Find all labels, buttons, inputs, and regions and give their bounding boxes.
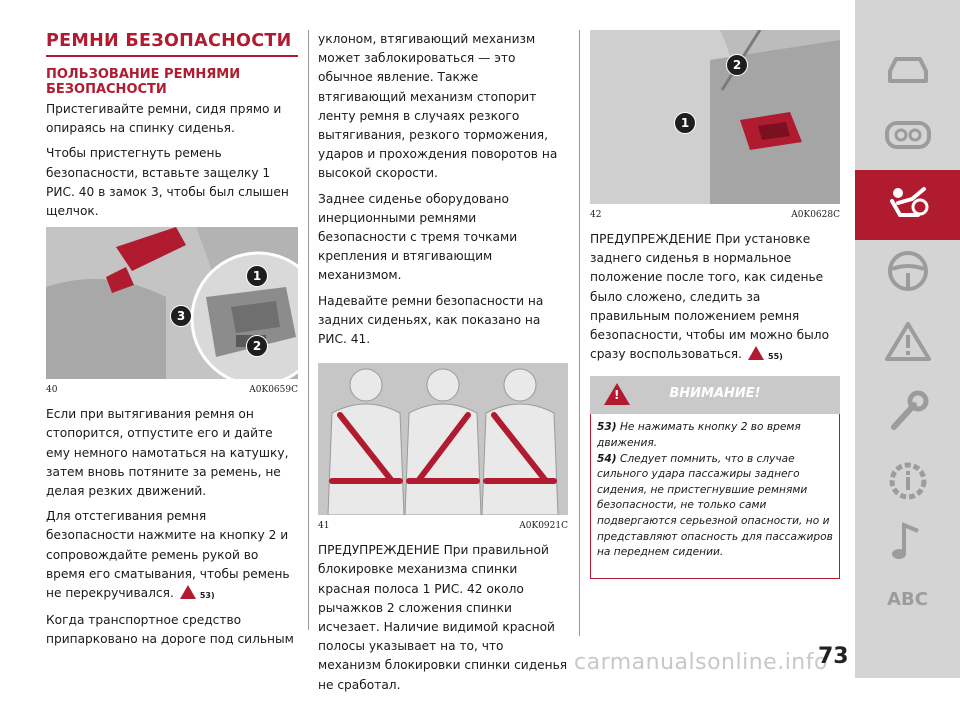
paragraph-with-ref: Для отстегивания ремня безопасности нажмите на кнопку 2 и сопровождайте ремень рукой во время его сматывания, чтобы ремень не перекручивался. 53) xyxy=(46,509,290,601)
figure-42-seat-lock xyxy=(590,30,840,204)
watermark: carmanualsonline.info xyxy=(574,650,828,675)
column-divider xyxy=(579,30,580,636)
callout-1: 1 xyxy=(246,265,268,287)
note-item: 53) Не нажимать кнопку 2 во время движения. xyxy=(597,421,801,450)
paragraph: Пристегивайте ремни, сидя прямо и опираясь на спинку сиденья. xyxy=(46,102,282,136)
figure-41-rear-seats xyxy=(318,363,568,515)
note-reference[interactable]: 55) xyxy=(768,352,783,362)
wrench-icon xyxy=(886,389,930,433)
airbag-seat-icon xyxy=(884,185,932,225)
seat-lock-illustration xyxy=(590,30,840,204)
column-right xyxy=(590,30,840,579)
sidebar-item-dashboard[interactable] xyxy=(855,100,960,170)
warning-title: ВНИМАНИЕ! xyxy=(669,386,761,402)
figure-caption xyxy=(46,385,298,395)
warning-box-header xyxy=(590,376,840,414)
sidebar-item-car[interactable] xyxy=(855,34,960,104)
column-middle xyxy=(318,30,568,701)
warning-triangle-icon: ! xyxy=(604,383,630,405)
page-number: 73 xyxy=(818,644,849,669)
paragraph: уклоном, втягивающий механизм может заблокироваться — это обычное явление. Также втягивающий механизм стопорит ленту ремня в случаях резкого вытягивания, резкого торможения, ударов и прохождения поворотов на высокой скорости. xyxy=(318,32,558,181)
subsection-title: ПОЛЬЗОВАНИЕ РЕМНЯМИ БЕЗОПАСНОСТИ xyxy=(46,67,241,97)
sidebar-item-maintenance[interactable] xyxy=(855,376,960,446)
note-number: 54) xyxy=(597,452,617,465)
music-note-icon xyxy=(888,519,928,563)
column-left xyxy=(46,30,298,656)
callout-1: 1 xyxy=(674,112,696,134)
paragraph-with-ref: ПРЕДУПРЕЖДЕНИЕ При установке заднего сиденья в нормальное положение после того, как сиденье было сложено, следить за правильным положением ремня безопасности, чтобы им можно было сразу воспользоваться. 55) xyxy=(590,232,830,362)
warning-triangle-icon xyxy=(885,321,931,361)
rear-seat-belts-illustration xyxy=(318,363,568,515)
note-reference[interactable]: 53) xyxy=(199,591,215,601)
paragraph: Надевайте ремни безопасности на задних сиденьях, как показано на РИС. 41. xyxy=(318,293,544,347)
callout-2: 2 xyxy=(726,54,748,76)
figure-40-buckle xyxy=(46,227,298,379)
sidebar-item-driving[interactable] xyxy=(855,236,960,306)
paragraph: Когда транспортное средство припарковано на дороге под сильным xyxy=(46,613,294,647)
paragraph: Заднее сиденье оборудовано инерционными ремнями безопасности с тремя точками крепления и втягивающим механизмом. xyxy=(318,191,518,283)
figure-number: 42 xyxy=(590,210,602,220)
figure-number: 41 xyxy=(318,521,330,532)
paragraph: Чтобы пристегнуть ремень безопасности, вставьте защелку 1 РИС. 40 в замок 3, чтобы был слышен щелчок. xyxy=(46,146,289,219)
sidebar-item-emergency[interactable] xyxy=(855,306,960,376)
figure-code: A0K0921C xyxy=(519,521,568,532)
paragraph-warning: ПРЕДУПРЕЖДЕНИЕ При правильной блокировке механизма спинки красная полоса 1 РИС. 42 около рычажков 2 сложения спинки исчезает. Наличие видимой красной полосы указывает на то, что механизм блокировки спинки сиденья не сработал. xyxy=(318,543,568,692)
figure-caption xyxy=(318,521,568,531)
index-label: ABC xyxy=(887,588,928,610)
warning-icon xyxy=(180,585,196,599)
figure-code: A0K0628C xyxy=(791,210,840,220)
note-number: 53) xyxy=(597,421,617,434)
sidebar-item-safety[interactable] xyxy=(855,170,960,240)
callout-2: 2 xyxy=(246,335,268,357)
steering-wheel-icon xyxy=(886,249,930,293)
figure-code: A0K0659C xyxy=(249,385,298,396)
dashboard-gauges-icon xyxy=(884,120,932,150)
section-title: РЕМНИ БЕЗОПАСНОСТИ xyxy=(46,30,298,57)
figure-caption xyxy=(590,210,840,220)
callout-3: 3 xyxy=(170,305,192,327)
column-divider xyxy=(308,30,309,630)
car-icon xyxy=(884,53,932,85)
chapter-sidebar xyxy=(855,0,960,678)
warning-notes xyxy=(590,414,840,579)
sidebar-item-index[interactable] xyxy=(855,564,960,634)
paragraph: Если при вытягивания ремня он стопорится, отпустите его и дайте ему немного намотаться на катушку, затем вновь потяните за ремень, не делая резких движений. xyxy=(46,407,289,499)
figure-number: 40 xyxy=(46,385,58,396)
gear-info-icon xyxy=(886,459,930,503)
note-item: 54) Следует помнить, что в случае сильного удара пассажиры заднего сидения, не пристегнувшие ремнями безопасности, не только сами подвергаются серьезной опасности, но и представляют опасность для пассажиров на переднем сидении. xyxy=(597,452,833,559)
warning-icon xyxy=(748,346,764,360)
